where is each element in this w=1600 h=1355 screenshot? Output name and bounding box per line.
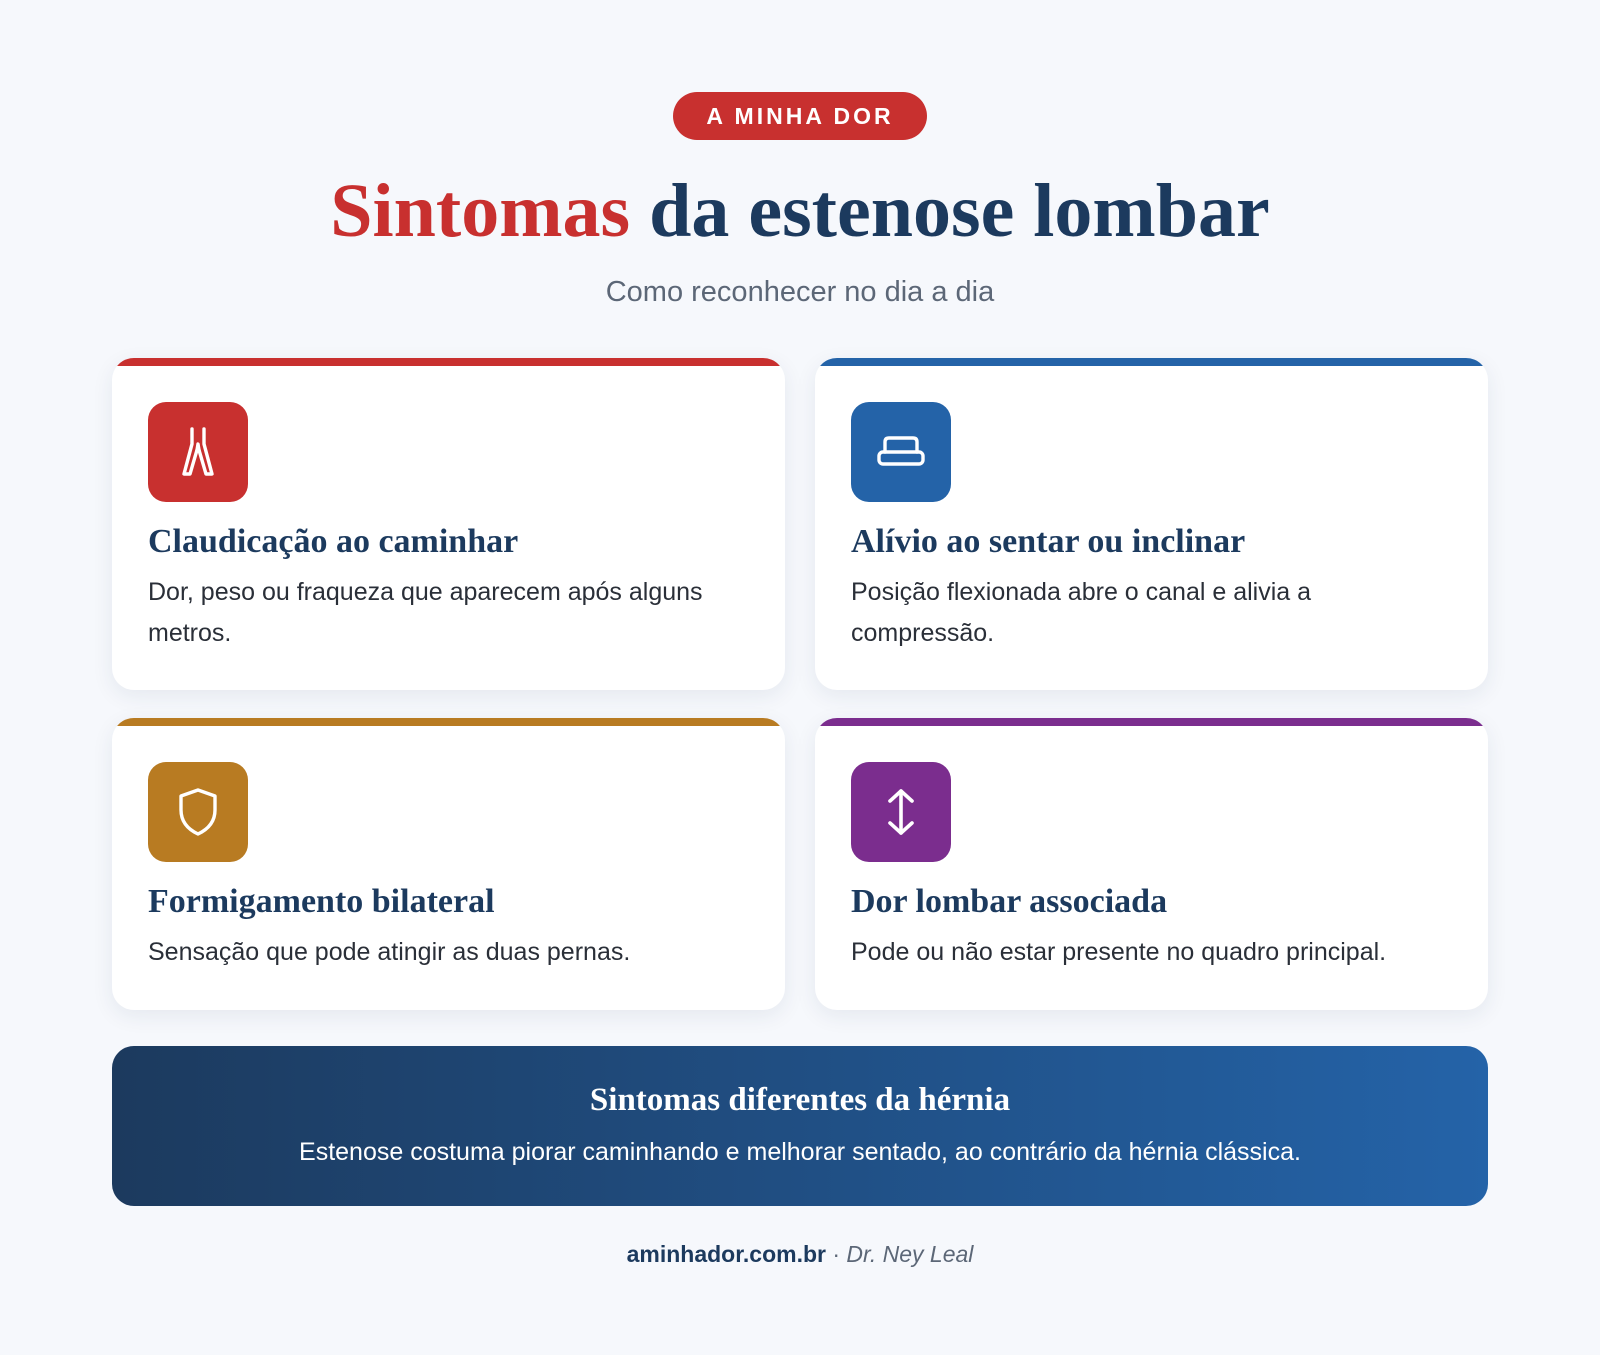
card-title: Formigamento bilateral	[148, 883, 495, 920]
card-accent-bar	[112, 718, 785, 726]
footer	[0, 1236, 1600, 1272]
card-accent-bar	[112, 358, 785, 366]
card-text: Dor, peso ou fraqueza que aparecem após alguns metros.	[148, 578, 703, 647]
symptom-card-claudication	[112, 358, 785, 690]
title-accent: Sintomas	[330, 169, 631, 253]
footer-site: aminhador.com.br	[626, 1241, 826, 1267]
comparison-banner	[112, 1046, 1488, 1206]
card-icon-box	[148, 762, 248, 862]
category-badge: A MINHA DOR	[673, 92, 927, 140]
card-accent-bar	[815, 718, 1488, 726]
banner-text: Estenose costuma piorar caminhando e melhorar sentado, ao contrário da hérnia clássica.	[299, 1138, 1301, 1166]
card-text: Posição flexionada abre o canal e alivia a compressão.	[851, 578, 1312, 647]
vertical-arrows-icon	[881, 786, 921, 838]
footer-separator: ·	[825, 1241, 847, 1267]
card-title: Claudicação ao caminhar	[148, 523, 519, 560]
legs-icon	[178, 426, 218, 478]
card-text: Sensação que pode atingir as duas pernas.	[148, 938, 631, 966]
card-icon-box	[851, 402, 951, 502]
page-subtitle: Como reconhecer no dia a dia	[605, 276, 995, 308]
banner-title: Sintomas diferentes da hérnia	[589, 1082, 1011, 1118]
card-text: Pode ou não estar presente no quadro principal.	[851, 938, 1387, 966]
card-title: Alívio ao sentar ou inclinar	[851, 523, 1246, 560]
card-title: Dor lombar associada	[851, 883, 1168, 920]
card-icon-box	[148, 402, 248, 502]
card-accent-bar	[815, 358, 1488, 366]
symptom-card-relief	[815, 358, 1488, 690]
bed-icon	[875, 434, 927, 470]
shield-icon	[175, 786, 221, 838]
symptom-card-low-back-pain	[815, 718, 1488, 1010]
page-title	[0, 166, 1600, 256]
card-icon-box	[851, 762, 951, 862]
footer-author: Dr. Ney Leal	[846, 1241, 974, 1267]
symptom-card-tingling	[112, 718, 785, 1010]
title-rest: da estenose lombar	[630, 169, 1270, 253]
